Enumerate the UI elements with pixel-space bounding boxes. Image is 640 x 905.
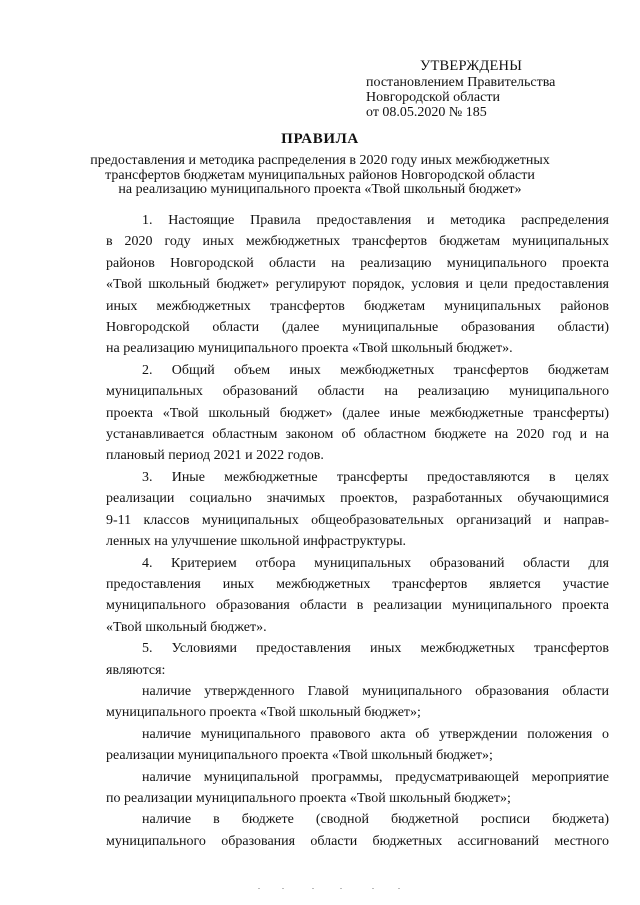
page-footer-marks	[0, 888, 640, 894]
paragraph	[106, 210, 609, 360]
paragraph	[106, 681, 609, 724]
paragraph-line: муниципального образования области бюджетных ассигнований местного	[106, 833, 609, 849]
paragraph-line: 2. Общий объем иных межбюджетных трансфертов бюджетам	[142, 362, 609, 378]
approval-block	[0, 0, 640, 130]
paragraph-line: муниципального проекта «Твой школьный бюджет»;	[106, 705, 421, 721]
document-title: ПРАВИЛА	[281, 131, 359, 147]
paragraph	[106, 638, 609, 681]
paragraph-line: наличие утвержденного Главой муниципального образования области	[142, 683, 609, 699]
paragraph	[106, 809, 609, 852]
paragraph	[106, 360, 609, 467]
paragraph-line: муниципальных образований области на реализацию муниципального	[106, 384, 609, 400]
paragraph-line: проекта «Твой школьный бюджет» (далее иные межбюджетные трансферты)	[106, 405, 609, 421]
paragraph-line: 1. Настоящие Правила предоставления и методика распределения	[142, 213, 609, 228]
subtitle-line: на реализацию муниципального проекта «Твой школьный бюджет»	[118, 182, 522, 198]
paragraph-line: на реализацию муниципального проекта «Твой школьный бюджет».	[106, 341, 513, 357]
approval-line-date: от 08.05.2020 № 185	[366, 105, 487, 120]
subtitle-line: предоставления и методика распределения в 2020 году иных межбюджетных	[90, 153, 550, 168]
paragraph-line: 5. Условиями предоставления иных межбюджетных трансфертов	[142, 641, 609, 657]
paragraph	[106, 467, 609, 553]
paragraph-line: «Твой школьный бюджет».	[106, 619, 267, 635]
paragraph	[106, 553, 609, 639]
paragraph-line: плановый период 2021 и 2022 годов.	[106, 448, 324, 464]
paragraph-line: ленных на улучшение школьной инфраструктуры.	[106, 534, 406, 550]
paragraph-line: наличие в бюджете (сводной бюджетной росписи бюджета)	[142, 812, 609, 828]
paragraph-line: районов Новгородской области на реализацию муниципального проекта	[106, 255, 609, 271]
paragraph-line: наличие муниципального правового акта об утверждении положения о	[142, 726, 609, 742]
document-subtitle	[0, 154, 640, 198]
paragraph-line: устанавливается областным законом об областном бюджете на 2020 год и на	[106, 427, 609, 443]
paragraph-line: реализации муниципального проекта «Твой школьный бюджет»;	[106, 748, 493, 764]
paragraph-line: в 2020 году иных межбюджетных трансфертов бюджетам муниципальных	[106, 234, 609, 250]
paragraph-line: 3. Иные межбюджетные трансферты предоставляются в целях	[142, 469, 609, 485]
paragraph-line: реализации социально значимых проектов, разработанных обучающимися	[106, 491, 609, 507]
paragraph-line: 4. Критерием отбора муниципальных образований области для	[142, 555, 609, 571]
paragraph-line: 9-11 классов муниципальных общеобразовательных организаций и направ-	[106, 512, 609, 528]
paragraph	[106, 767, 609, 810]
paragraph-line: муниципального образования области в реализации муниципального проекта	[106, 598, 609, 614]
approval-line-resolution: постановлением Правительства	[366, 75, 556, 90]
approval-title: УТВЕРЖДЕНЫ	[420, 58, 523, 74]
paragraph	[106, 724, 609, 767]
paragraph-line: предоставления иных межбюджетных трансфертов является участие	[106, 576, 609, 592]
subtitle-line: трансфертов бюджетам муниципальных районов Новгородской области	[105, 167, 535, 183]
paragraph-line: по реализации муниципального проекта «Твой школьный бюджет»;	[106, 790, 511, 806]
document-body	[106, 210, 609, 852]
paragraph-line: наличие муниципальной программы, предусматривающей мероприятие	[142, 769, 609, 785]
paragraph-line: Новгородской области (далее муниципальные образования области)	[106, 320, 609, 336]
paragraph-line: «Твой школьный бюджет» регулируют порядок, условия и цели предоставления	[106, 277, 609, 293]
approval-line-region: Новгородской области	[366, 90, 500, 105]
paragraph-line: иных межбюджетных трансфертов бюджетам муниципальных районов	[106, 298, 609, 314]
paragraph-line: являются:	[106, 662, 166, 678]
